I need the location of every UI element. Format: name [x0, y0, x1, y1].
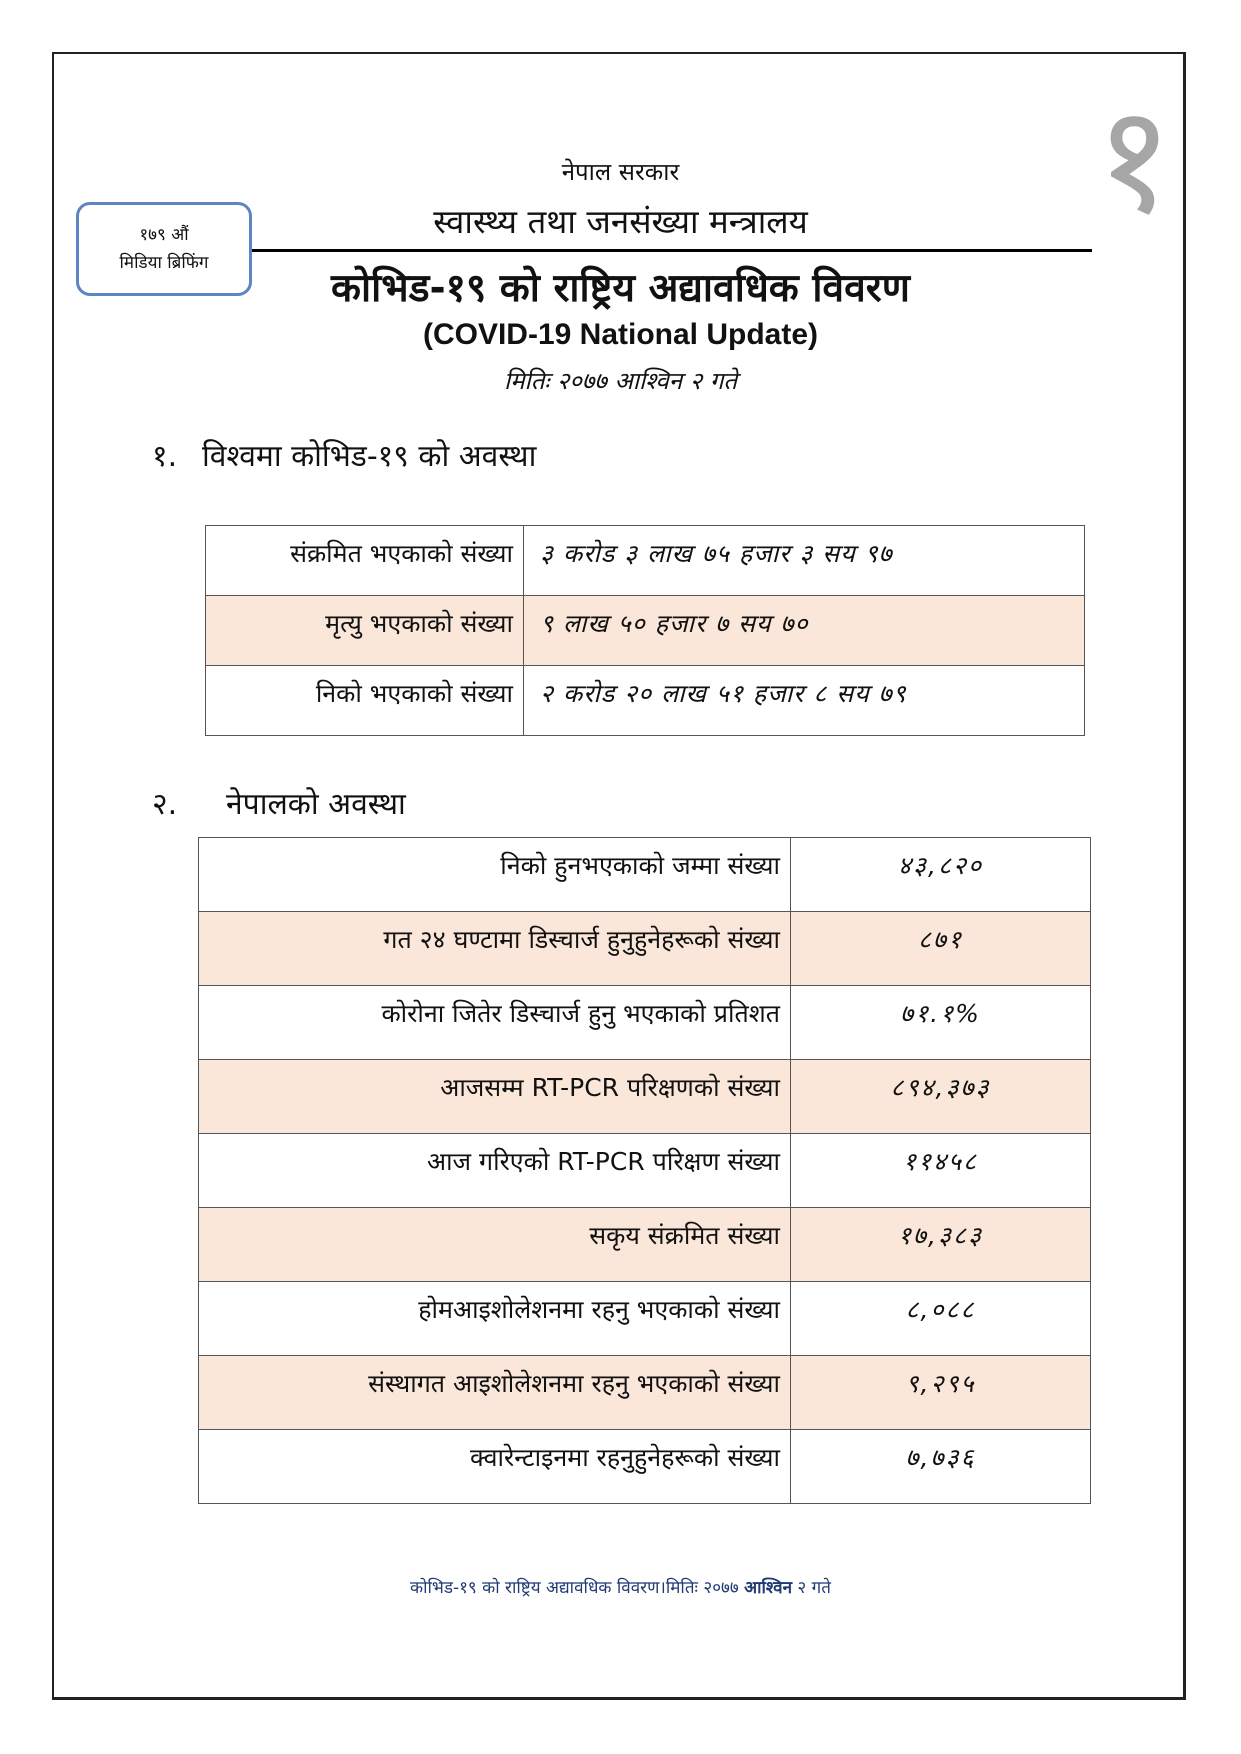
footer-month: आश्विन	[744, 1578, 793, 1598]
document-title: कोभिड-१९ को राष्ट्रिय अद्यावधिक विवरण	[331, 266, 910, 311]
section-number: २.	[152, 787, 178, 822]
government-name: नेपाल सरकार	[561, 158, 680, 186]
row-value: ११४५८	[791, 1134, 1091, 1208]
table-row	[206, 526, 1085, 596]
footer-text: कोभिड-१९ को राष्ट्रिय अद्यावधिक विवरण।मितिः २०७७	[410, 1578, 739, 1598]
row-label: आजसम्म RT-PCR परिक्षणको संख्या	[199, 1060, 791, 1134]
row-label: संस्थागत आइशोलेशनमा रहनु भएकाको संख्या	[199, 1356, 791, 1430]
row-value: ८,०८८	[791, 1282, 1091, 1356]
briefing-count: १७९ औं	[139, 224, 189, 245]
row-label: आज गरिएको RT-PCR परिक्षण संख्या	[199, 1134, 791, 1208]
row-label: होमआइशोलेशनमा रहनु भएकाको संख्या	[199, 1282, 791, 1356]
row-value: ७,७३६	[791, 1430, 1091, 1504]
table-row	[199, 1356, 1091, 1430]
briefing-label: मिडिया ब्रिफिंग	[119, 253, 209, 273]
nepal-status-table	[198, 837, 1091, 1504]
row-label: मृत्यु भएकाको संख्या	[206, 596, 524, 666]
section-number: १.	[152, 439, 178, 474]
row-value: ८९४,३७३	[791, 1060, 1091, 1134]
page-footer	[0, 1575, 1241, 1598]
document-subtitle: (COVID-19 National Update)	[422, 318, 819, 351]
row-value: ४३,८२०	[791, 838, 1091, 912]
row-label: गत २४ घण्टामा डिस्चार्ज हुनुहुनेहरूको संख्या	[199, 912, 791, 986]
table-row	[199, 986, 1091, 1060]
table-row	[199, 1282, 1091, 1356]
table-row	[199, 838, 1091, 912]
ministry-name: स्वास्थ्य तथा जनसंख्या मन्त्रालय	[433, 202, 808, 241]
row-value: ९ लाख ५० हजार ७ सय ७०	[524, 596, 1085, 666]
row-label: निको भएकाको संख्या	[206, 666, 524, 736]
row-value: ९,२९५	[791, 1356, 1091, 1430]
table-row	[206, 596, 1085, 666]
table-row	[199, 1060, 1091, 1134]
table-row	[199, 1134, 1091, 1208]
document-date: मितिः २०७७ आश्विन २ गते	[503, 367, 738, 395]
row-label: निको हुनभएकाको जम्मा संख्या	[199, 838, 791, 912]
page-number: १	[1095, 73, 1174, 247]
section-title: विश्वमा कोभिड-१९ को अवस्था	[202, 439, 537, 474]
row-label: कोरोना जितेर डिस्चार्ज हुनु भएकाको प्रतिशत	[199, 986, 791, 1060]
section-nepal-heading	[152, 782, 406, 823]
row-value: ७१.१%	[791, 986, 1091, 1060]
table-row	[199, 1208, 1091, 1282]
world-status-table	[205, 525, 1085, 736]
footer-day: २ गते	[797, 1578, 831, 1598]
table-row	[199, 1430, 1091, 1504]
table-row	[199, 912, 1091, 986]
row-value: ३ करोड ३ लाख ७५ हजार ३ सय ९७	[524, 526, 1085, 596]
row-label: क्वारेन्टाइनमा रहनुहुनेहरूको संख्या	[199, 1430, 791, 1504]
section-title: नेपालको अवस्था	[226, 787, 406, 822]
row-value: २ करोड २० लाख ५१ हजार ८ सय ७९	[524, 666, 1085, 736]
row-value: १७,३८३	[791, 1208, 1091, 1282]
row-label: सकृय संक्रमित संख्या	[199, 1208, 791, 1282]
header-divider	[252, 249, 1092, 252]
row-label: संक्रमित भएकाको संख्या	[206, 526, 524, 596]
table-row	[206, 666, 1085, 736]
section-world-heading	[152, 434, 536, 475]
row-value: ८७१	[791, 912, 1091, 986]
